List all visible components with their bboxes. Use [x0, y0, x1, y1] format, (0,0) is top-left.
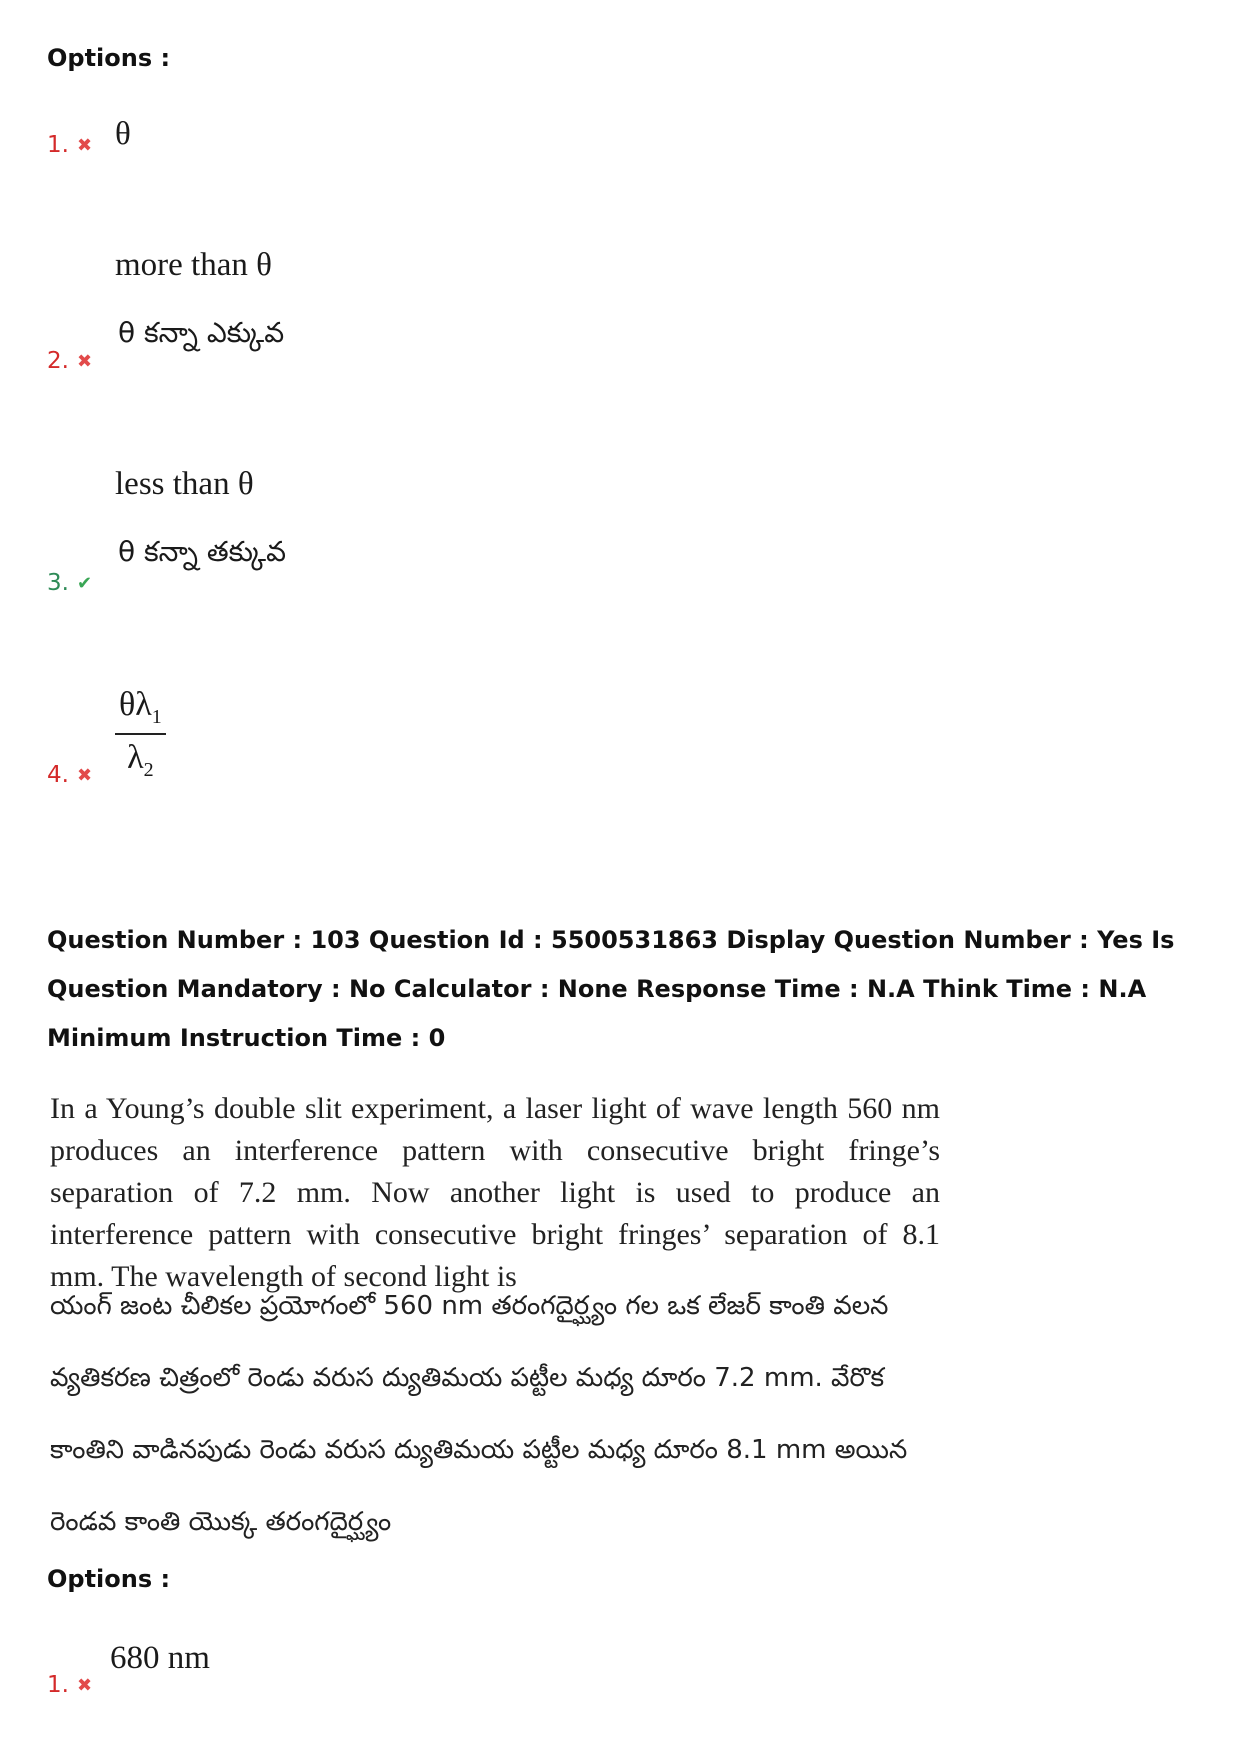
option-1-text: 680 nm	[110, 1640, 210, 1676]
question-metadata: Question Number : 103 Question Id : 5500531863 Display Question Number : Yes Is Question Mandatory : No Calculator : None Response Time : N.A Think Time : N.A Minimum Instruction Time : 0	[47, 926, 1175, 1052]
question-text-te: యంగ్ జంట చీలికల ప్రయోగంలో 560 nm తరంగదైర్ఘ్యం గల ఒక లేజర్ కాంతి వలన వ్యతికరణ చిత్రంలో రెండు వరుస ద్యుతిమయ పట్టీల మధ్య దూరం 7.2 mm. వేరొక కాంతిని వాడినపుడు రెండు వరుస ద్యుతిమయ పట్టీల మధ్య దూరం 8.1 mm అయిన రెండవ కాంతి యొక్క తరంగదైర్ఘ్యం	[50, 1291, 908, 1537]
option-1[interactable]	[47, 132, 92, 158]
option-number: 3.	[47, 570, 69, 596]
option-number: 1.	[47, 132, 69, 158]
option-3[interactable]	[47, 570, 92, 596]
option-4-fraction	[115, 686, 166, 782]
wrong-icon: ✖	[76, 1674, 93, 1696]
option-3-text-te: θ కన్నా తక్కువ	[118, 535, 286, 568]
option-2-text-en: more than θ	[115, 247, 272, 283]
option-1[interactable]	[47, 1672, 92, 1698]
option-2-text-te: θ కన్నా ఎక్కువ	[118, 316, 285, 349]
wrong-icon: ✖	[76, 134, 93, 156]
fraction-numerator: $\theta\lambda_1$	[115, 686, 166, 735]
option-4[interactable]	[47, 762, 92, 788]
question-text-en: In a Young’s double slit experiment, a laser light of wave length 560 nm produces an interference pattern with consecutive bright fringe’s separation of 7.2 mm. Now another light is used to produce an interference pattern with consecutive bright fringes’ separation of 8.1 mm. The wavelength of second light is	[50, 1092, 940, 1293]
option-number: 4.	[47, 762, 69, 788]
wrong-icon: ✖	[76, 350, 93, 372]
option-number: 1.	[47, 1672, 69, 1698]
fraction-denominator: $\lambda_2$	[127, 738, 154, 781]
option-2[interactable]	[47, 348, 92, 374]
options-label: Options :	[47, 1565, 171, 1593]
wrong-icon: ✖	[76, 764, 93, 786]
option-3-text-en: less than θ	[115, 466, 254, 502]
option-number: 2.	[47, 348, 69, 374]
option-1-text: θ	[115, 116, 131, 152]
options-label: Options :	[47, 44, 171, 72]
correct-check-icon: ✔	[76, 572, 93, 594]
